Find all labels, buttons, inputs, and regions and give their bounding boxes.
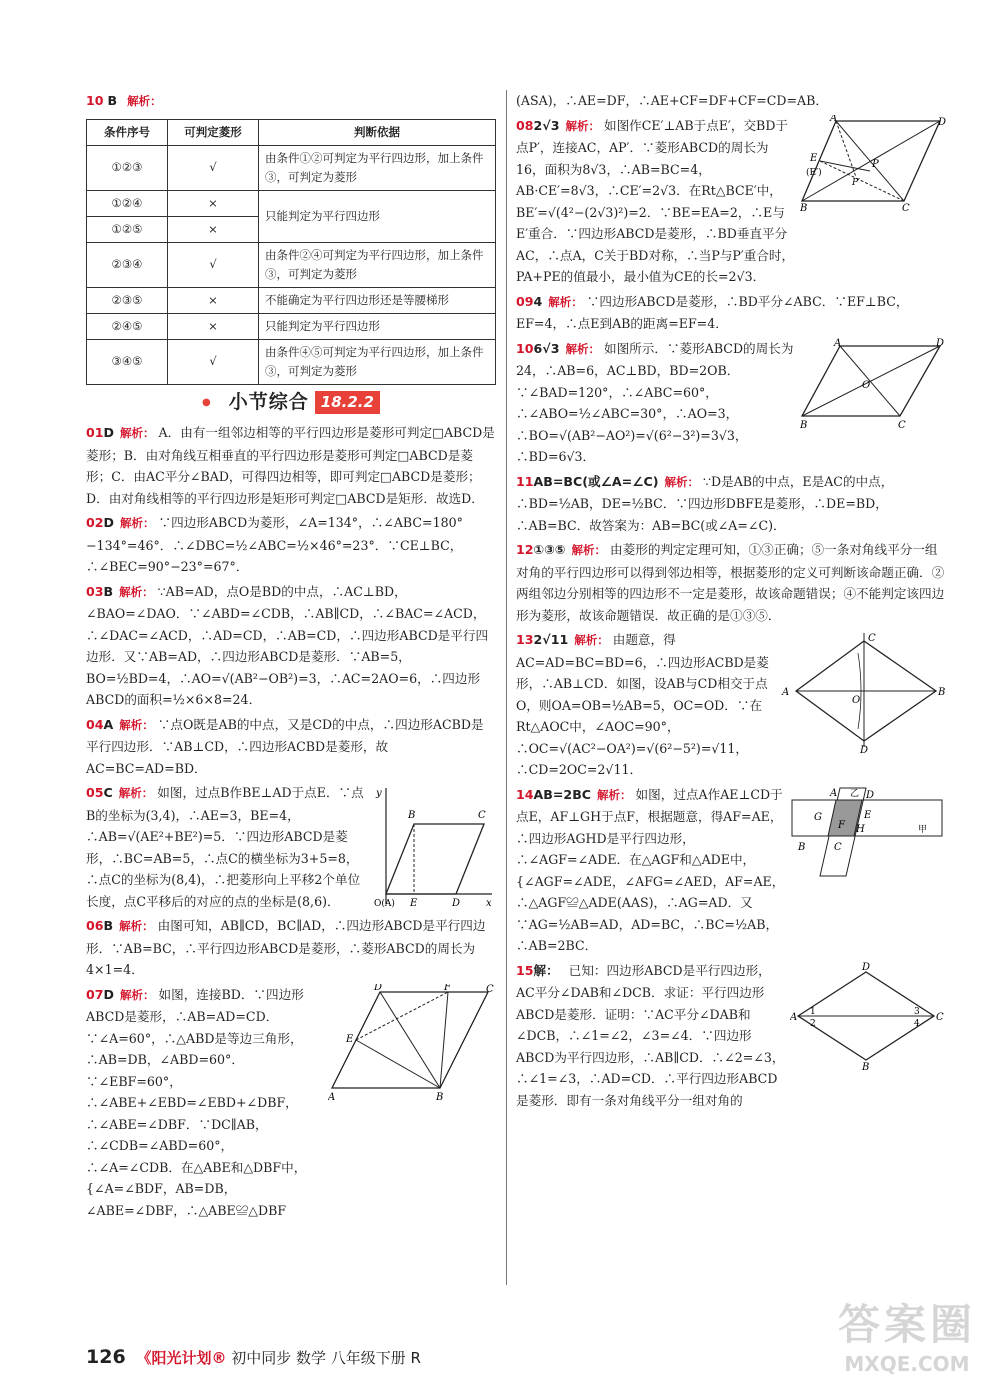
item-number: 02 bbox=[86, 515, 104, 530]
table-cell: √ bbox=[168, 145, 259, 190]
brand-name: 《阳光计划® bbox=[136, 1349, 227, 1367]
svg-text:F: F bbox=[838, 819, 845, 831]
svg-text:B: B bbox=[800, 419, 808, 428]
svg-text:乙: 乙 bbox=[850, 788, 860, 799]
table-cell: ①②③ bbox=[87, 145, 168, 190]
item-tag: 解析： bbox=[664, 474, 699, 489]
item-number: 12 bbox=[516, 542, 534, 557]
svg-text:D: D bbox=[862, 961, 871, 973]
item-number: 13 bbox=[516, 632, 534, 647]
item-text: 已知：四边形ABCD是平行四边形，AC平分∠DAB和∠DCB．求证：平行四边形ABCD是菱形．证明：∵AC平分∠DAB和∠DCB，∴∠1=∠2，∠3=∠4．∵四边形ABCD为平行四边形，∴AB∥CD．∴∠2=∠3，∴∠1=∠3，∴AD=CD．∴平行四边形ABCD是菱形．即有一条对角线平分一组对角的 bbox=[516, 962, 785, 1108]
item-number: 10 bbox=[516, 340, 534, 356]
table-cell: × bbox=[168, 313, 259, 339]
item-answer: B bbox=[103, 583, 114, 599]
table-row bbox=[87, 190, 496, 216]
q10-number: 10 bbox=[86, 93, 104, 108]
svg-text:E: E bbox=[410, 898, 418, 909]
item-answer: D bbox=[103, 515, 114, 530]
table-cell: 由条件④⑤可判定为平行四边形，加上条件③，可判定为菱形 bbox=[259, 339, 496, 384]
answer-item bbox=[86, 512, 496, 578]
svg-text:甲: 甲 bbox=[918, 824, 928, 835]
item-text: 如图所示．∵菱形ABCD的周长为24，∴AB=6，AC⊥BD，BD=2OB．∵∠BAD=120°，∴∠ABC=60°，∴∠ABO=½∠ABC=30°，∴AO=3，∴BO=√(AB²−AO²)=√(6²−3²)=3√3，∴BD=6√3． bbox=[516, 340, 794, 464]
svg-text:P′: P′ bbox=[852, 177, 861, 188]
q05-coordinate-figure bbox=[372, 782, 496, 912]
svg-text:E: E bbox=[346, 1033, 354, 1045]
q10-answer: B bbox=[107, 93, 118, 108]
svg-text:C: C bbox=[486, 983, 494, 995]
item-text: ∵AB=AD，点O是BD的中点，∴AC⊥BD，∠BAO=∠DAO．∵∠ABD=∠CDB，∴AB∥CD，∴∠BAC=∠ACD，∴∠DAC=∠ACD，∴AD=CD，∴AB=CD，∴四边形ABCD是平行四边形．又∵AB=AD，∴四边形ABCD是菱形．∵AB=5，BO=½BD=4，∴AO=√(AB²−OB²)=3，∴AC=2AO=6，∴四边形ABCD的面积=½×6×8=24． bbox=[86, 583, 489, 707]
item-number: 15 bbox=[516, 962, 534, 978]
item-answer: D bbox=[103, 425, 114, 440]
answer-item bbox=[86, 714, 496, 780]
table-cell: ②③⑤ bbox=[87, 287, 168, 313]
svg-text:C: C bbox=[898, 419, 906, 428]
table-cell: ①②⑤ bbox=[87, 216, 168, 242]
item-tag: 解析： bbox=[119, 717, 154, 732]
q15-rhombus-figure bbox=[790, 960, 946, 1070]
table-row bbox=[87, 313, 496, 339]
answer-item bbox=[516, 784, 946, 957]
item-number: 07 bbox=[86, 986, 104, 1002]
item-answer: 解： bbox=[533, 962, 559, 978]
table-cell: 不能确定为平行四边形还是等腰梯形 bbox=[259, 287, 496, 313]
table-header: 条件序号 bbox=[87, 119, 168, 145]
svg-text:A: A bbox=[790, 1011, 798, 1023]
svg-text:D: D bbox=[866, 789, 875, 801]
table-header-row bbox=[87, 119, 496, 145]
item-text: ∵四边形ABCD是菱形，∴BD平分∠ABC．∵EF⊥BC，EF=4，∴点E到AB的距离=EF=4． bbox=[516, 293, 909, 331]
answer-item bbox=[86, 915, 496, 981]
item-answer: 4 bbox=[533, 293, 543, 309]
item-answer: B bbox=[103, 918, 114, 933]
item-answer: 2√11 bbox=[533, 632, 569, 647]
table-header: 可判定菱形 bbox=[168, 119, 259, 145]
item-tag: 解析： bbox=[548, 294, 583, 309]
svg-text:D: D bbox=[938, 116, 946, 128]
watermark-logo bbox=[838, 1292, 976, 1376]
answer-item bbox=[516, 629, 946, 781]
svg-text:E: E bbox=[810, 152, 818, 164]
svg-text:F: F bbox=[444, 983, 451, 993]
item-number: 14 bbox=[516, 786, 534, 802]
svg-text:D: D bbox=[452, 898, 461, 909]
svg-text:G: G bbox=[814, 811, 822, 823]
svg-text:D: D bbox=[860, 745, 869, 753]
answer-item bbox=[516, 90, 946, 112]
section-badge: 18.2.2 bbox=[315, 391, 380, 415]
item-tag: 解析： bbox=[597, 787, 632, 802]
table-cell: √ bbox=[168, 339, 259, 384]
item-answer: 2√3 bbox=[533, 117, 560, 133]
answer-item bbox=[516, 960, 946, 1112]
svg-text:H: H bbox=[856, 823, 865, 835]
item-number: 04 bbox=[86, 716, 104, 732]
left-column bbox=[86, 90, 496, 1224]
section-heading bbox=[86, 391, 496, 415]
answer-item bbox=[516, 115, 946, 288]
table-cell: 只能判定为平行四边形 bbox=[259, 190, 496, 242]
item-tag: 解析： bbox=[565, 118, 600, 133]
svg-text:x: x bbox=[486, 898, 492, 909]
answer-item bbox=[516, 471, 946, 537]
page-number: 126 bbox=[86, 1346, 126, 1368]
table-cell: × bbox=[168, 216, 259, 242]
table-header: 判断依据 bbox=[259, 119, 496, 145]
page-footer bbox=[86, 1346, 421, 1368]
item-tag: 解析： bbox=[120, 987, 155, 1002]
table-row bbox=[87, 339, 496, 384]
q10-tag: 解析： bbox=[127, 94, 162, 108]
item-number: 03 bbox=[86, 583, 104, 599]
svg-text:B: B bbox=[938, 687, 946, 698]
svg-text:A: A bbox=[830, 114, 838, 124]
item-tag: 解析： bbox=[119, 584, 154, 599]
item-text: ∵四边形ABCD为菱形，∠A=134°，∴∠ABC=180°−134°=46°．∴∠DBC=½∠ABC=½×46°=23°．∵CE⊥BC，∴∠BEC=90°−23°=67°． bbox=[86, 515, 463, 574]
table-cell: × bbox=[168, 190, 259, 216]
item-number: 09 bbox=[516, 293, 534, 309]
svg-text:3: 3 bbox=[914, 1006, 920, 1017]
item-text: 由题意，得AC=AD=BC=BD=6，∴四边形ACBD是菱形，∴AB⊥CD．如图，设AB与CD相交于点O，则OA=OB=½AB=5，OC=OD．∵在Rt△AOC中，∠AOC=90°，∴OC=√(AC²−OA²)=√(6²−5²)=√11，∴CD=2OC=2√11． bbox=[516, 632, 769, 777]
svg-text:C: C bbox=[902, 202, 910, 211]
answer-item bbox=[516, 291, 946, 335]
svg-text:B: B bbox=[798, 841, 806, 853]
svg-text:C: C bbox=[478, 810, 486, 821]
table-cell: ②③④ bbox=[87, 242, 168, 287]
answer-item bbox=[86, 422, 496, 509]
svg-text:P: P bbox=[872, 158, 879, 170]
item-number: 11 bbox=[516, 473, 534, 489]
q14-strip-figure bbox=[790, 784, 946, 880]
svg-text:C: C bbox=[868, 633, 876, 644]
right-column bbox=[516, 90, 946, 1114]
criteria-table bbox=[86, 119, 496, 385]
item-tag: 解析： bbox=[119, 919, 154, 933]
item-text: 如图，过点B作BE⊥AD于点E．∵点B的坐标为(3,4)，∴AE=3，BE=4，∴AB=√(AE²+BE²)=5．∵四边形ABCD是菱形，∴BC=AB=5，∴点C的横坐标为3+5=8，∴点C的坐标为(8,4)，∴把菱形向上平移2个单位长度，点C平移后的对应的点的坐标是(8,6)． bbox=[86, 785, 364, 909]
section-deco-icon: ● bbox=[202, 396, 211, 408]
svg-text:B: B bbox=[862, 1061, 870, 1070]
item-text: 如图，连接BD．∵四边形ABCD是菱形，∴AB=AD=CD．∵∠A=60°，∴△ABD是等边三角形，∴AB=DB，∠ABD=60°．∵∠EBF=60°，∴∠ABE+∠EBD=∠EBD+∠DBF，∴∠ABE=∠DBF．∵DC∥AB，∴∠CDB=∠ABD=60°，∴∠A=∠CDB．在△ABE和△DBF中，{∠A=∠BDF，AB=DB，∠ABE=∠DBF，∴△ABE≌△DBF bbox=[86, 986, 307, 1218]
item-text: ∵D是AB的中点，E是AC的中点，∴BD=½AB，DE=½BC．∵四边形DBFE是菱形，∴DE=BD，∴AB=BC．故答案为：AB=BC(或∠A=∠C)． bbox=[516, 473, 894, 533]
item-number: 06 bbox=[86, 918, 104, 933]
item-answer: D bbox=[103, 986, 114, 1002]
item-answer: C bbox=[103, 785, 113, 800]
answer-item bbox=[516, 539, 946, 626]
q10-rhombus-figure bbox=[800, 338, 946, 428]
svg-text:A: A bbox=[328, 1091, 336, 1103]
svg-text:4: 4 bbox=[914, 1018, 920, 1029]
table-row bbox=[87, 242, 496, 287]
svg-text:E: E bbox=[864, 809, 872, 821]
answer-item bbox=[86, 581, 496, 711]
table-cell: 只能判定为平行四边形 bbox=[259, 313, 496, 339]
table-cell: ③④⑤ bbox=[87, 339, 168, 384]
watermark-url: MXQE.COM bbox=[844, 1352, 970, 1376]
svg-text:2: 2 bbox=[810, 1018, 816, 1029]
svg-text:y: y bbox=[376, 788, 382, 799]
q13-rhombus-figure bbox=[780, 629, 946, 753]
svg-text:A: A bbox=[830, 787, 838, 799]
svg-text:B: B bbox=[436, 1091, 444, 1103]
svg-text:O(A): O(A) bbox=[374, 899, 395, 909]
svg-text:A: A bbox=[782, 687, 790, 698]
table-cell: × bbox=[168, 287, 259, 313]
item-text: 由菱形的判定定理可知，①③正确；⑤一条对角线平分一组对角的平行四边形可以得到邻边相等，根据菱形的定义可判断该命题正确．②两组邻边分别相等的四边形不一定是菱形，故该命题错误；④不能判定该四边形为菱形，故该命题错误．故正确的是①③⑤． bbox=[516, 542, 945, 623]
item-number: 05 bbox=[86, 785, 104, 800]
item-text: 由图可知，AB∥CD，BC∥AD，∴四边形ABCD是平行四边形．∵AB=BC，∴平行四边形ABCD是菱形，∴菱形ABCD的周长为4×1=4． bbox=[86, 918, 486, 977]
column-divider bbox=[506, 90, 507, 1285]
q08-rhombus-figure bbox=[800, 115, 946, 211]
item-text: 如图作CE′⊥AB于点E′，交BD于点P′，连接AC，AP′．∵菱形ABCD的周长为16，面积为8√3，∴AB=BC=4，AB·CE′=8√3，∴CE′=2√3．在Rt△BCE′中，BE′=√(4²−(2√3)²)=2．∵BE=EA=2，∴E与E′重合．∵四边形ABCD是菱形，∴BD垂直平分AC，∴点A，C关于BD对称，∴当P与P′重合时，PA+PE的值最小，最小值为CE的长=2√3． bbox=[516, 117, 795, 284]
item-tag: 解析： bbox=[118, 786, 154, 800]
answer-item bbox=[516, 338, 946, 468]
item-answer: A bbox=[103, 716, 114, 732]
svg-text:B: B bbox=[800, 202, 808, 211]
answer-item bbox=[86, 984, 496, 1222]
item-tag: 解析： bbox=[120, 516, 155, 530]
table-row bbox=[87, 145, 496, 190]
book-title: 初中同步 数学 八年级下册 R bbox=[231, 1349, 421, 1367]
item-answer: AB=BC(或∠A=∠C) bbox=[533, 473, 659, 489]
svg-text:O: O bbox=[862, 379, 871, 391]
svg-text:D: D bbox=[374, 983, 383, 993]
svg-text:O: O bbox=[852, 695, 861, 706]
item-number: 08 bbox=[516, 117, 534, 133]
item-answer: 6√3 bbox=[533, 340, 560, 356]
table-cell: ①②④ bbox=[87, 190, 168, 216]
svg-text:(E′): (E′) bbox=[806, 167, 822, 178]
svg-text:B: B bbox=[408, 810, 416, 821]
svg-text:C: C bbox=[936, 1011, 944, 1023]
item-tag: 解析： bbox=[574, 633, 609, 647]
watermark-text: 答案圈 bbox=[837, 1300, 976, 1349]
q10-header bbox=[86, 90, 496, 113]
svg-text:1: 1 bbox=[810, 1006, 816, 1017]
svg-text:D: D bbox=[936, 337, 945, 349]
table-cell: 由条件②④可判定为平行四边形，加上条件③，可判定为菱形 bbox=[259, 242, 496, 287]
item-tag: 解析： bbox=[120, 426, 155, 440]
item-answer: AB=2BC bbox=[533, 786, 592, 802]
table-cell: 由条件①②可判定为平行四边形，加上条件③，可判定为菱形 bbox=[259, 145, 496, 190]
answer-item bbox=[86, 782, 496, 912]
item-text: A．由有一组邻边相等的平行四边形是菱形可判定□ABCD是菱形；B．由对角线互相垂直的平行四边形是菱形可判定□ABCD是菱形；C．由AC平分∠BAD，可得四边相等，即可判定□ABCD是菱形；D．由对角线相等的平行四边形是矩形可判定□ABCD是矩形．故选D． bbox=[86, 425, 495, 506]
item-text: 如图，过点A作AE⊥CD于点E，AF⊥GH于点F，根据题意，得AF=AE，∴四边形AGHD是平行四边形，∴∠AGF=∠ADE．在△AGF和△ADE中，{∠AGF=∠ADE，∠AFG=∠AED，AF=AE，∴△AGF≌△ADE(AAS)，∴AG=AD．又∵AG=½AB=AD，AD=BC，∴BC=½AB，∴AB=2BC． bbox=[516, 786, 785, 953]
item-answer: ①③⑤ bbox=[533, 542, 566, 557]
item-number: 01 bbox=[86, 425, 104, 440]
table-cell: √ bbox=[168, 242, 259, 287]
item-text: (ASA)，∴AE=DF，∴AE+CF=DF+CF=CD=AB． bbox=[516, 93, 829, 108]
item-tag: 解析： bbox=[565, 341, 600, 356]
svg-text:C: C bbox=[834, 841, 842, 853]
section-title: 小节综合 bbox=[228, 390, 309, 413]
q07-rhombus-figure bbox=[328, 984, 496, 1104]
table-row bbox=[87, 287, 496, 313]
item-tag: 解析： bbox=[571, 543, 607, 557]
svg-text:A: A bbox=[834, 337, 842, 349]
item-text: ∵点O既是AB的中点，又是CD的中点，∴四边形ACBD是平行四边形．∵AB⊥CD，∴四边形ACBD是菱形，故AC=BC=AD=BD． bbox=[86, 716, 484, 776]
table-cell: ②④⑤ bbox=[87, 313, 168, 339]
